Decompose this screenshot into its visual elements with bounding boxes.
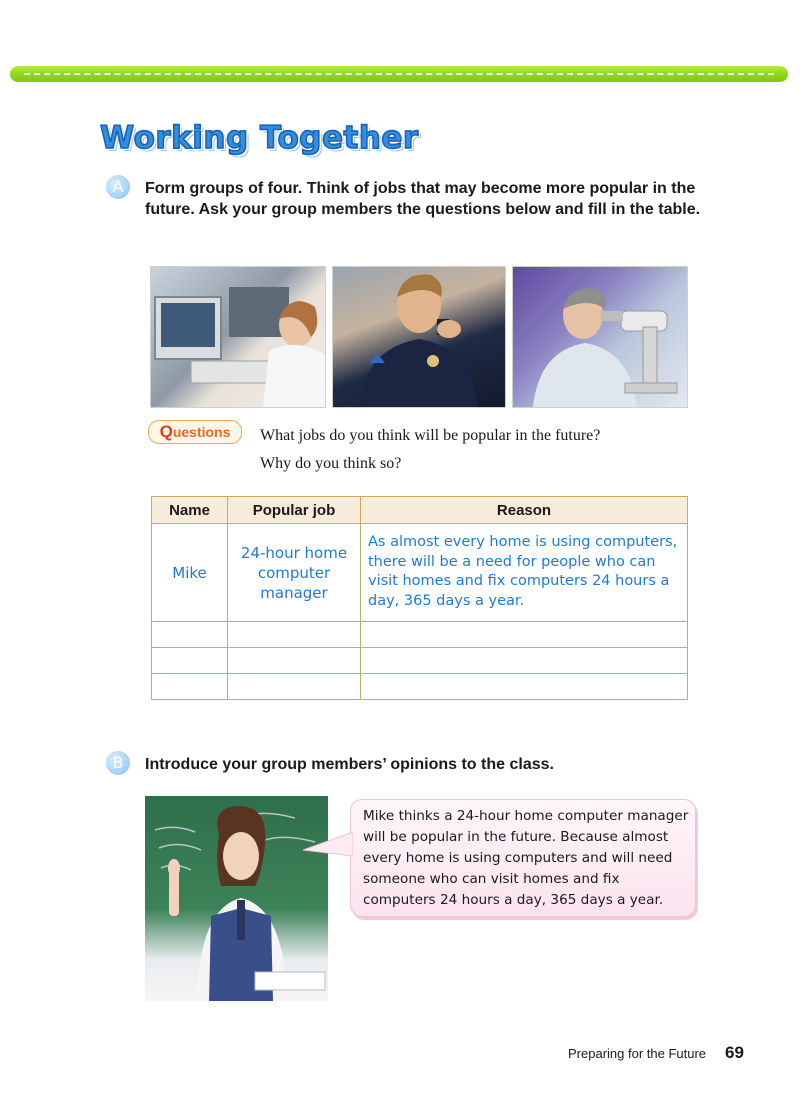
empty-cell xyxy=(228,622,361,648)
question-1: What jobs do you think will be popular in the future? xyxy=(260,427,601,444)
header-popular-job: Popular job xyxy=(228,497,361,524)
section-a-instruction: Form groups of four. Think of jobs that may become more popular in the future. Ask your group members the questions below and fill in the table. xyxy=(145,180,701,218)
empty-cell xyxy=(152,648,228,674)
page-number: 69 xyxy=(725,1043,744,1062)
header-reason: Reason xyxy=(361,497,688,524)
cell-name: Mike xyxy=(152,524,228,622)
question-2: Why do you think so? xyxy=(260,455,402,472)
empty-cell xyxy=(228,648,361,674)
decorative-ribbon xyxy=(10,66,788,82)
photo-scientist-microscope xyxy=(512,266,688,408)
table-row-empty xyxy=(152,622,688,648)
empty-cell xyxy=(361,674,688,700)
empty-cell xyxy=(152,674,228,700)
speech-bubble-text: Mike thinks a 24-hour home computer manager will be popular in the future. Because almost every home is using computers and will need someone who can visit homes and fix computers 24 hours a day, 365 days a year. xyxy=(363,808,689,908)
photo-computer-worker xyxy=(150,266,326,408)
questions-badge-rest: uestions xyxy=(172,424,231,440)
empty-cell xyxy=(152,622,228,648)
empty-cell xyxy=(361,622,688,648)
jobs-table xyxy=(151,496,688,700)
table-row xyxy=(152,524,688,622)
section-b-instruction: Introduce your group members’ opinions to the class. xyxy=(145,756,554,773)
cell-popular-job: 24-hour home computer manager xyxy=(228,524,361,622)
speech-bubble xyxy=(350,799,696,917)
questions-badge xyxy=(148,420,242,444)
cell-reason: As almost every home is using computers, there will be a need for people who can visit homes and fix computers 24 hours a day, 365 days a year. xyxy=(361,524,688,622)
photo-student-presenting xyxy=(145,796,328,1001)
section-b-badge: B xyxy=(106,751,130,775)
section-a-badge: A xyxy=(106,175,130,199)
table-row-empty xyxy=(152,648,688,674)
page-title: Working Together xyxy=(100,120,419,156)
questions-badge-cap: Q xyxy=(159,422,173,441)
photo-police-officer xyxy=(332,266,506,408)
header-name: Name xyxy=(152,497,228,524)
empty-cell xyxy=(228,674,361,700)
empty-cell xyxy=(361,648,688,674)
speech-bubble-tail-icon xyxy=(303,830,353,860)
footer-unit-title: Preparing for the Future xyxy=(568,1046,707,1061)
table-row-empty xyxy=(152,674,688,700)
